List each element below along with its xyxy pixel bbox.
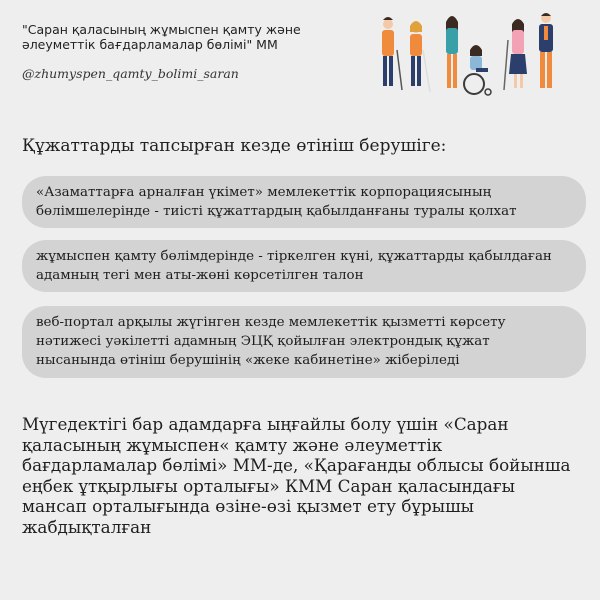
woman-with-white-cane-figure <box>410 21 430 92</box>
social-handle[interactable]: @zhumyspen_qamty_bolimi_saran <box>22 66 239 81</box>
list-item: веб-портал арқылы жүгінген кезде мемлекеттік қызметті көрсету нәтижесі уәкілетті адамның ЭЦҚ қойылған электрондық құжат нысанында өтініш берушінің «жеке кабинетіне» жіберіледі <box>22 306 586 378</box>
list-item: жұмыспен қамту бөлімдерінде - тіркелген күні, құжаттарды қабылдаған адамның тегі мен аты-жөні көрсетілген талон <box>22 240 586 292</box>
intro-heading: Құжаттарды тапсырған кезде өтініш берушіге: <box>22 136 447 156</box>
list-item: «Азаматтарға арналған үкімет» мемлекеттік корпорациясының бөлімшелерінде - тиісті құжаттардың қабылданғаны туралы қолхат <box>22 176 586 228</box>
man-in-suit-figure <box>539 13 553 88</box>
woman-with-crutch-figure <box>504 19 527 90</box>
organization-title: "Саран қаласының жұмыспен қамту және әлеуметтік бағдарламалар бөлімі" ММ <box>22 22 301 52</box>
man-with-cane-figure <box>382 17 402 90</box>
wheelchair-user-figure <box>464 45 491 95</box>
caregiver-figure <box>446 16 458 88</box>
people-accessibility-illustration-icon <box>372 10 572 102</box>
accessibility-note: Мүгедектігі бар адамдарға ыңғайлы болу үшін «Саран қаласының жұмыспен« қамту және әлеуметтік бағдарламалар бөлімі» ММ-де, «Қарағанды облысы бойынша еңбек ұтқырлығы орталығы» КММ Саран қаласындағы мансап орталығында өзіне-өзі қызмет ету бұрышы жабдықталған <box>22 414 571 537</box>
